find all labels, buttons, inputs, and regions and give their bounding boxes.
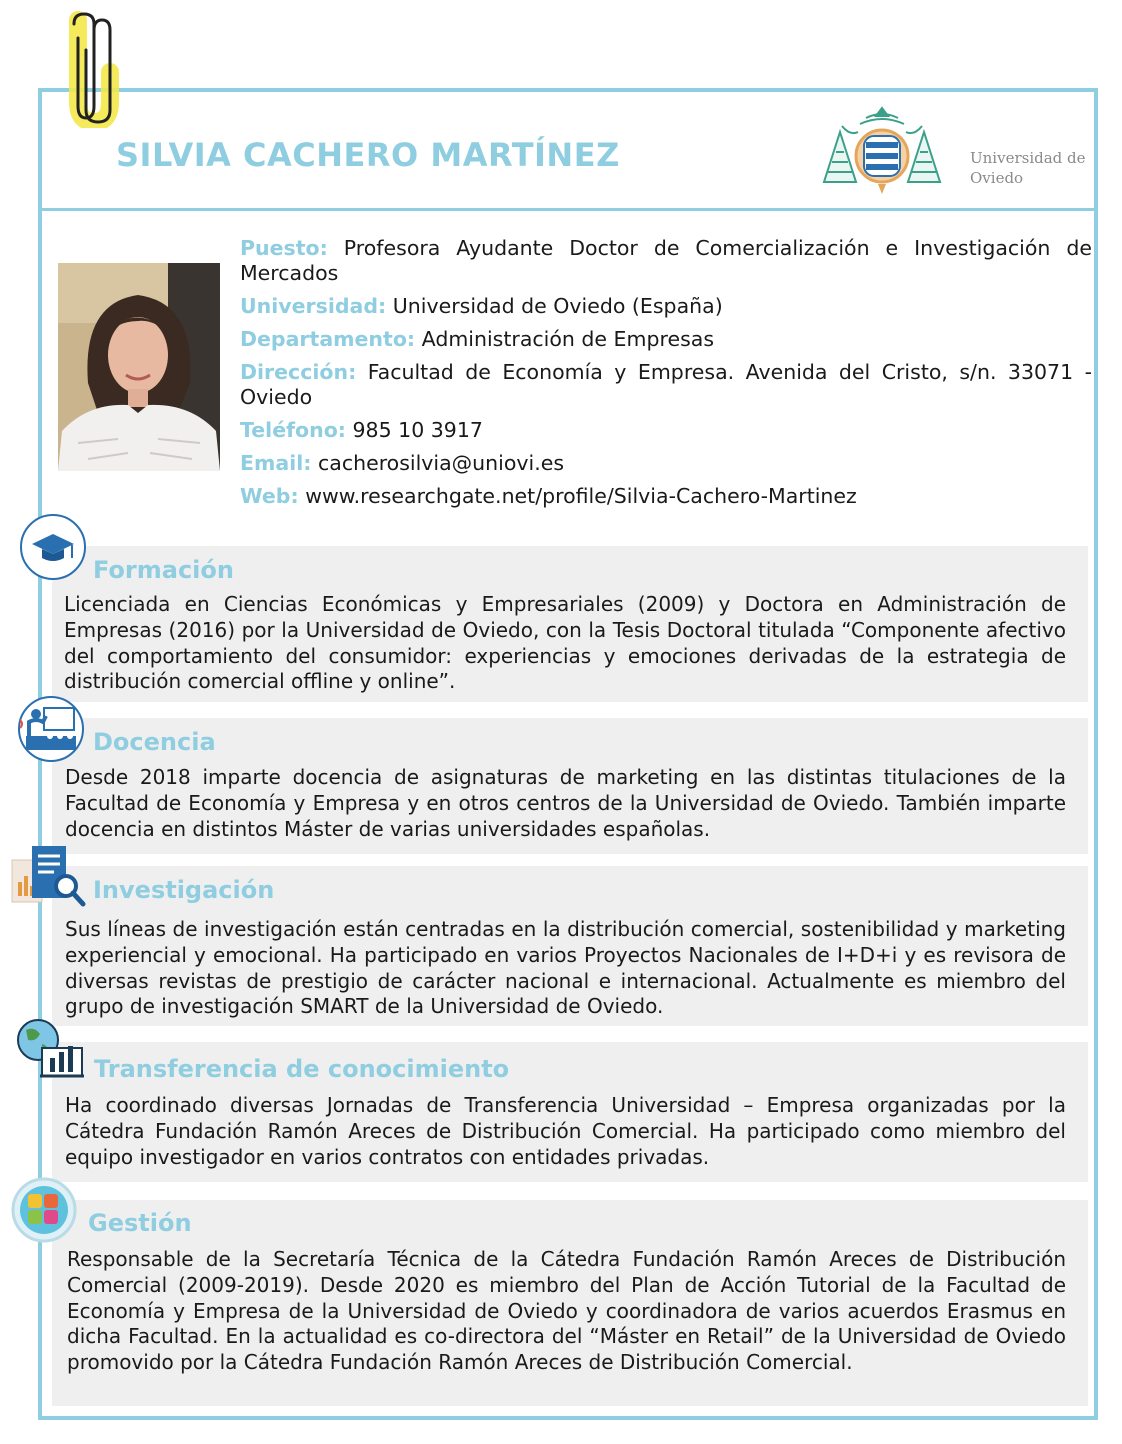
profile-row-telefono — [240, 418, 1092, 443]
university-logo-text: Universidad de Oviedo — [970, 149, 1086, 187]
profile-value: Universidad de Oviedo (España) — [392, 294, 723, 318]
profile-row-universidad — [240, 294, 1092, 319]
profile-value: 985 10 3917 — [352, 418, 483, 442]
profile-label: Departamento: — [240, 327, 416, 351]
globe-chart-icon — [14, 1016, 86, 1082]
profile-info — [240, 236, 1092, 517]
profile-label: Web: — [240, 484, 299, 508]
section-text-investigacion: Sus líneas de investigación están centradas en la distribución comercial, sostenibilidad y marketing experiencial y emocional. Ha participado en varios Proyectos Nacionales de I+D+i y es revisora de diversas revistas de prestigio de carácter nacional e internacional. Actualmente es miembro del grupo de investigación SMART de la Universidad de Oviedo. — [65, 917, 1066, 1019]
section-text-gestion: Responsable de la Secretaría Técnica de la Cátedra Fundación Ramón Areces de Distribución Comercial (2009-2019). Desde 2020 es miembro del Plan de Acción Tutorial de la Facultad de Economía y Empresa de la Universidad de Oviedo y coordinadora de varios acuerdos Erasmus en dicha Facultad. En la actualidad es co-directora del “Máster en Retail” de la Universidad de Oviedo promovido por la Cátedra Fundación Ramón Areces de Distribución Comercial. — [67, 1247, 1066, 1375]
profile-row-web — [240, 484, 1092, 509]
profile-row-email — [240, 451, 1092, 476]
profile-row-direccion — [240, 360, 1092, 410]
section-title-transferencia: Transferencia de conocimiento — [94, 1055, 510, 1083]
section-title-gestion: Gestión — [88, 1209, 192, 1237]
profile-label: Teléfono: — [240, 418, 346, 442]
section-text-transferencia: Ha coordinado diversas Jornadas de Transferencia Universidad – Empresa organizadas por la Cátedra Fundación Ramón Areces de Distribución Comercial. Ha participado como miembro del equipo investigador en varios contratos con entidades privadas. — [65, 1093, 1066, 1169]
section-text-formacion: Licenciada en Ciencias Económicas y Empresariales (2009) y Doctora en Administración de Empresas (2016) por la Universidad de Oviedo, con la Tesis Doctoral titulada “Componente afectivo del comportamiento del consumidor: experiencias y emociones derivadas de la estrategia de distribución comercial offline y online”. — [64, 592, 1066, 694]
section-title-docencia: Docencia — [93, 728, 216, 756]
profile-label: Puesto: — [240, 236, 328, 260]
profile-value: Facultad de Economía y Empresa. Avenida del Cristo, s/n. 33071 - Oviedo — [240, 360, 1092, 409]
profile-row-departamento — [240, 327, 1092, 352]
section-title-formacion: Formación — [93, 556, 234, 584]
section-text-docencia: Desde 2018 imparte docencia de asignaturas de marketing en las distintas titulaciones de la Facultad de Economía y Empresa y en otros centros de la Universidad de Oviedo. También imparte docencia en distintos Máster de varias universidades españolas. — [65, 765, 1066, 841]
profile-label: Universidad: — [240, 294, 387, 318]
profile-photo — [58, 263, 220, 471]
profile-label: Dirección: — [240, 360, 357, 384]
profile-label: Email: — [240, 451, 312, 475]
puzzle-management-icon — [10, 1176, 78, 1244]
university-crest-icon — [820, 102, 944, 198]
profile-value: www.researchgate.net/profile/Silvia-Cachero-Martinez — [305, 484, 857, 508]
research-report-icon — [10, 842, 86, 908]
section-title-investigacion: Investigación — [93, 876, 275, 904]
paperclip-icon — [60, 10, 122, 128]
profile-row-puesto — [240, 236, 1092, 286]
teacher-classroom-icon — [16, 694, 86, 764]
profile-value: Administración de Empresas — [421, 327, 715, 351]
profile-value: cacherosilvia@uniovi.es — [317, 451, 565, 475]
header-divider — [42, 208, 1097, 211]
graduation-cap-icon — [18, 512, 88, 582]
person-name: SILVIA CACHERO MARTÍNEZ — [116, 136, 620, 174]
profile-value: Profesora Ayudante Doctor de Comercialización e Investigación de Mercados — [240, 236, 1092, 285]
